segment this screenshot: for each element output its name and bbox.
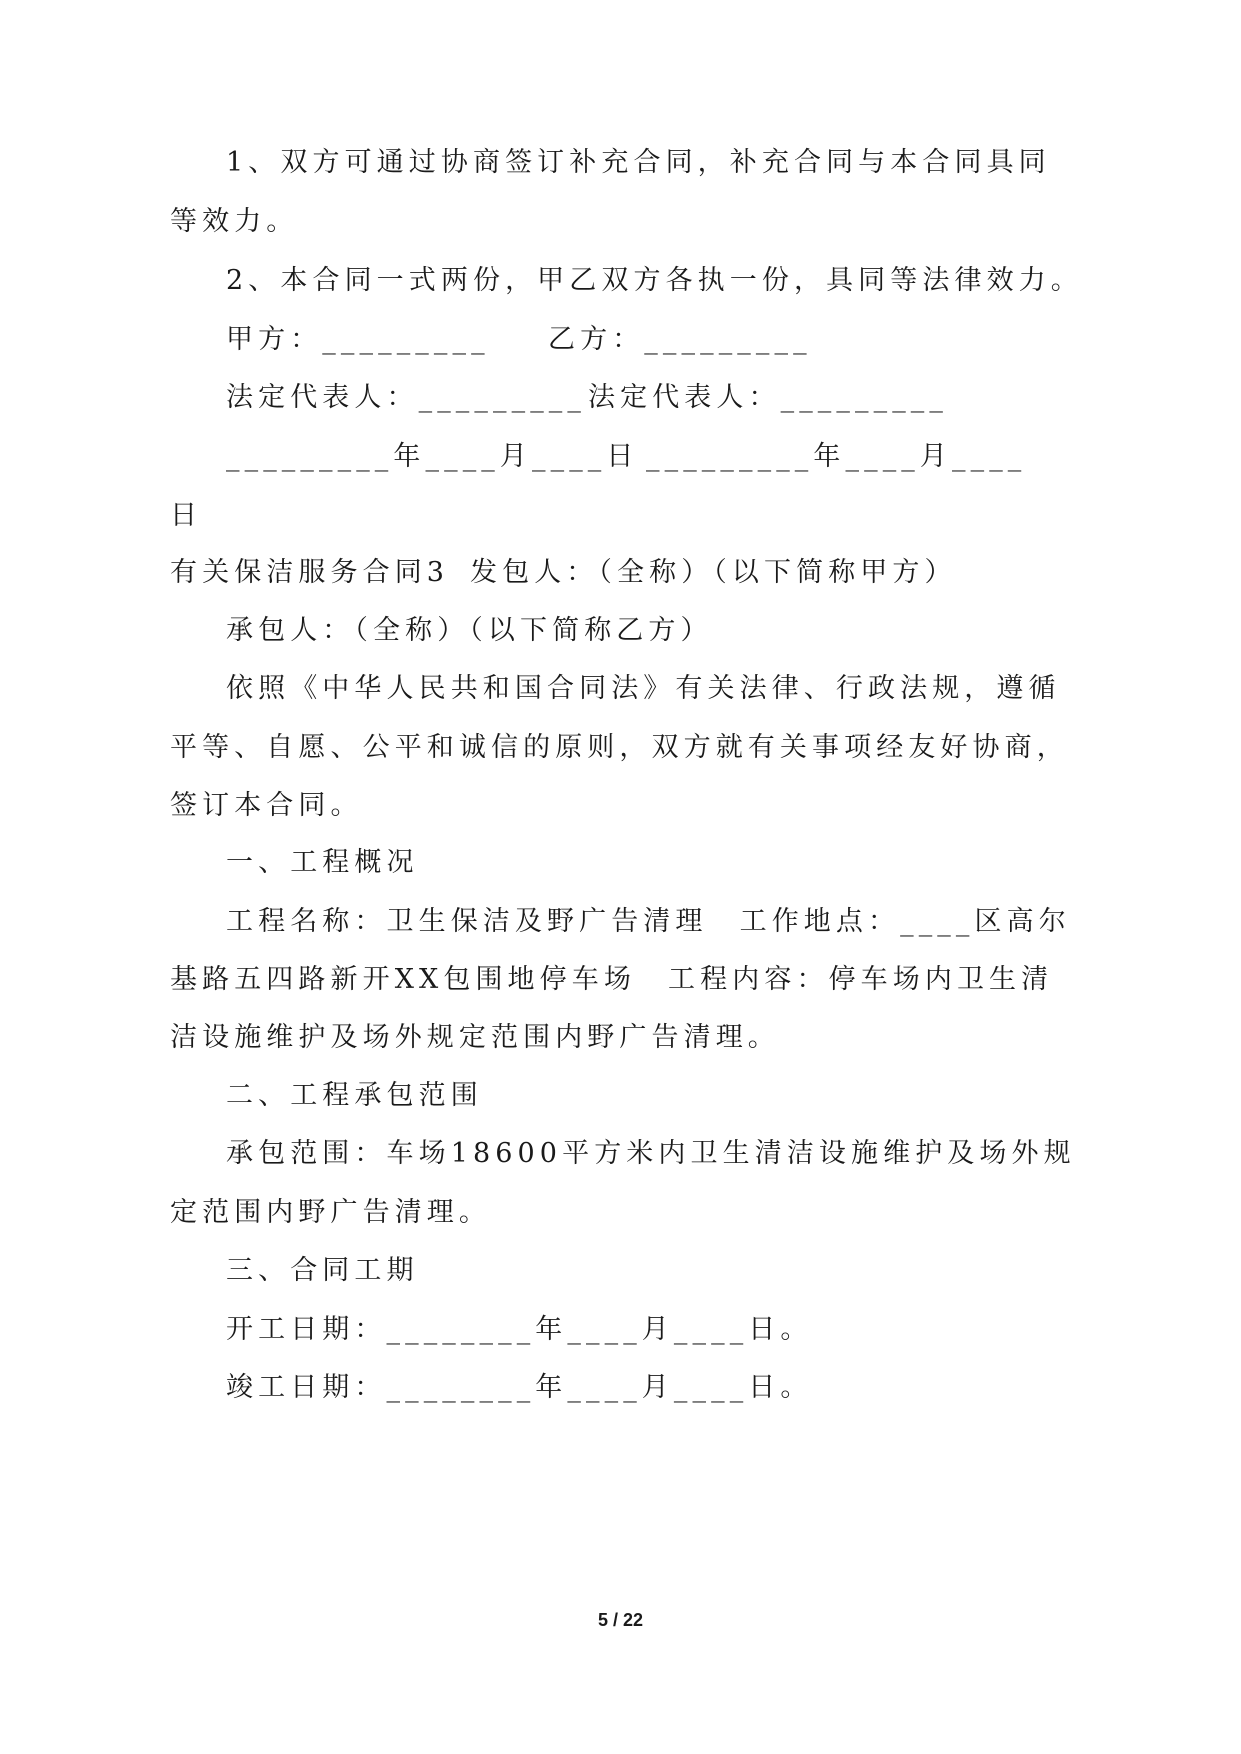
scope-line-1: 承包范围：车场18600平方米内卫生清洁设施维护及场外规	[226, 1138, 1076, 1169]
preamble-line-1: 依照《中华人民共和国合同法》有关法律、行政法规，遵循	[226, 673, 1061, 704]
party-b-field: 乙方：_________	[548, 324, 812, 355]
party-a-field: 甲方：_________	[226, 324, 490, 355]
page-number: 5 / 22	[597, 1610, 644, 1630]
preamble-line-2: 平等、自愿、公平和诚信的原则，双方就有关事项经友好协商，	[170, 732, 1069, 763]
clause-1-line-1: 1、双方可通过协商签订补充合同，补充合同与本合同具同	[226, 147, 1051, 178]
date-b-field: _________年____月____	[646, 441, 1027, 472]
section-2-heading: 二、工程承包范围	[226, 1080, 483, 1111]
clause-1-line-2: 等效力。	[170, 206, 299, 237]
completion-date-field: 竣工日期：________年____月____日。	[226, 1372, 813, 1403]
scope-line-2: 定范围内野广告清理。	[170, 1197, 491, 1228]
section-1-heading: 一、工程概况	[226, 847, 419, 878]
date-a-field: _________年____月____日	[226, 441, 639, 472]
date-b-day: 日	[170, 500, 203, 531]
project-info-line-1: 工程名称：卫生保洁及野广告清理 工作地点：____区高尔	[226, 906, 1071, 937]
contractor-issuer: 发包人：（全称）（以下简称甲方）	[470, 557, 957, 588]
project-info-line-2: 基路五四路新开XX包围地停车场 工程内容：停车场内卫生清	[170, 964, 1054, 995]
preamble-line-3: 签订本合同。	[170, 790, 363, 821]
contract-heading: 有关保洁服务合同3	[170, 557, 450, 588]
clause-2: 2、本合同一式两份，甲乙双方各执一份，具同等法律效力。	[226, 265, 1083, 296]
project-info-line-3: 洁设施维护及场外规定范围内野广告清理。	[170, 1022, 780, 1053]
start-date-field: 开工日期：________年____月____日。	[226, 1314, 813, 1345]
legal-rep-a-field: 法定代表人：_________	[226, 382, 586, 413]
contractor-receiver: 承包人：（全称）（以下简称乙方）	[226, 615, 713, 646]
legal-rep-b-field: 法定代表人：_________	[588, 382, 948, 413]
section-3-heading: 三、合同工期	[226, 1255, 419, 1286]
